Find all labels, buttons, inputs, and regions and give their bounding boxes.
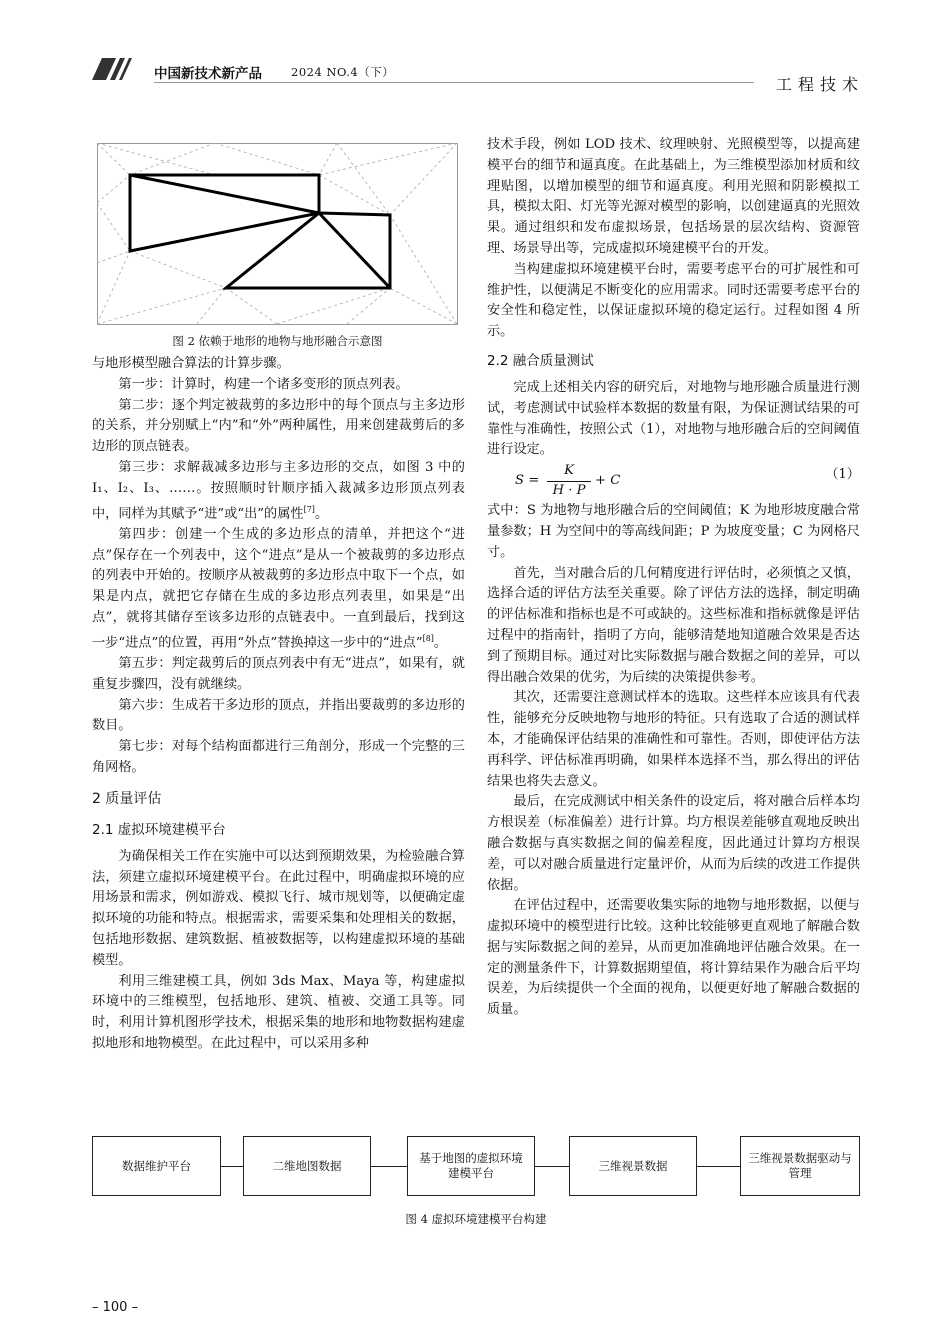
flow-box-2d-map-data: 二维地图数据 [243, 1136, 371, 1196]
paragraph: 式中：S 为地物与地形融合后的空间阈值；K 为地形坡度融合常量参数；H 为空间中的等高线间距；P 为坡度变量；C 为网格尺寸。 [487, 503, 860, 560]
paragraph: 首先，当对融合后的几何精度进行评估时，必须慎之又慎，选择合适的评估方法至关重要。除了评估方法的选择，制定明确的评估标准和指标也是不可或缺的。这些标准和指标就像是评估过程中的指南针，指明了方向，能够清楚地知道融合效果是否达到了预期目标。通过对比实际数据与融合数据之间的差异，可以得出融合效果的优劣，为后续的决策提供参考。 [487, 565, 860, 685]
equation-lhs: S = [515, 473, 540, 489]
flow-box-modeling-platform: 基于地图的虚拟环境建模平台 [407, 1136, 535, 1196]
paragraph: 技术手段，例如 LOD 技术、纹理映射、光照模型等，以提高建模平台的细节和逼真度。在此基础上，为三维模型添加材质和纹理贴图，以增加模型的细节和逼真度。利用光照和阴影模拟工具，模拟太阳、灯光等光源对模型的影响，以创建逼真的光照效果。通过组织和发布虚拟场景，包括场景的层次结构、资源管理、场景导出等，完成虚拟环境建模平台的开发。 [487, 137, 860, 256]
page-number: – 100 – [92, 1300, 139, 1315]
figure-4-caption: 图 4 虚拟环境建模平台构建 [405, 1212, 547, 1226]
paragraph: 利用三维建模工具，例如 3ds Max、Maya 等，构建虚拟环境中的三维模型，包括地形、建筑、植被、交通工具等。同时，利用计算机图形学技术，根据采集的地形和地物数据构建虚拟地形和地物模型。在此过程中，可以采用多种 [92, 973, 465, 1051]
equation-1 [487, 461, 860, 501]
header-rule [154, 82, 754, 83]
equation-number: （1） [825, 467, 860, 483]
paragraph: 当构建虚拟环境建模平台时，需要考虑平台的可扩展性和可维护性，以便满足不断变化的应用需求。同时还需要考虑平台的安全性和稳定性，以保证虚拟环境的稳定运行。过程如图 4 所示。 [487, 261, 860, 340]
flow-box-3d-scene-data: 三维视景数据 [569, 1136, 697, 1196]
equation-numerator: K [564, 463, 574, 479]
journal-name: 中国新技术新产品 [154, 66, 262, 82]
right-column [487, 135, 860, 1021]
step-2: 第二步：逐个判定被裁剪的多边形中的每个顶点与主多边形的关系，并分别赋上“内”和“外”两种属性，用来创建裁剪后的多边形的顶点链表。 [92, 397, 465, 455]
journal-logo [92, 58, 142, 80]
step-4: 第四步：创建一个生成的多边形点的清单，并把这个“进点”保存在一个列表中，这个“进点”是从一个被裁剪的多边形点的列表中开始的。按顺序从被裁剪的多边形点中取下一个点，如果是内点，就把它存储在生成的多边形点列表里，如果是“出点”，就将其储存至该多边形的点链表中。一直到最后，找到这一步“进点”的位置，再用“外点”替换掉这一步中的“进点”[8]。 [92, 526, 465, 651]
left-column [92, 354, 465, 1055]
heading-quality-evaluation: 2 质量评估 [92, 790, 162, 807]
reference-7: [7] [303, 504, 315, 514]
flow-box-3d-scene-management: 三维视景数据驱动与管理 [740, 1136, 860, 1196]
flow-box-data-maintenance: 数据维护平台 [92, 1136, 221, 1196]
paragraph: 完成上述相关内容的研究后，对地物与地形融合质量进行测试，考虑测试中试验样本数据的数量有限，为保证测试结果的可靠性与准确性，按照公式（1），对地物与地形融合后的空间阈值进行设定。 [487, 379, 860, 458]
section-title: 工程技术 [776, 75, 865, 94]
step-7: 第七步：对每个结构面都进行三角剖分，形成一个完整的三角网格。 [92, 739, 465, 775]
heading-2-1: 2.1 虚拟环境建模平台 [92, 821, 226, 838]
step-5: 第五步：判定裁剪后的顶点列表中有无“进点”，如果有，就重复步骤四，没有就继续。 [92, 655, 465, 692]
paragraph: 与地形模型融合算法的计算步骤。 [92, 356, 290, 371]
reference-8: [8] [422, 633, 434, 643]
equation-denominator: H · P [552, 483, 586, 499]
flow-connector [697, 1166, 740, 1167]
step-4-text: 第四步：创建一个生成的多边形点的清单，并把这个“进点”保存在一个列表中，这个“进点”是从一个被裁剪的多边形点的列表中开始的。按顺序从被裁剪的多边形点中取下一个点，如果是内点，就把它存储在生成的多边形点列表里，如果是“出点”，就将其储存至该多边形的点链表中。一直到最后，找到这一步“进点”的位置，再用“外点”替换掉这一步中的“进点” [92, 526, 465, 651]
step-3-text: 第三步：求解裁减多边形与主多边形的交点，如图 3 中的 I₁、I₂、I₃、……。按照顺时针顺序插入裁减多边形顶点列表中，同样为其赋予“进”或“出”的属性 [92, 459, 465, 521]
figure-2-diagram [97, 143, 458, 325]
step-3: 第三步：求解裁减多边形与主多边形的交点，如图 3 中的 I₁、I₂、I₃、……。按照顺时针顺序插入裁减多边形顶点列表中，同样为其赋予“进”或“出”的属性[7]。 [92, 459, 465, 521]
flow-connector [535, 1166, 569, 1167]
step-6: 第六步：生成若干多边形的顶点，并指出要裁剪的多边形的数目。 [92, 697, 465, 734]
figure-2-caption: 图 2 依赖于地形的地物与地形融合示意图 [172, 334, 383, 348]
paragraph: 为确保相关工作在实施中可以达到预期效果，为检验融合算法，须建立虚拟环境建模平台。在此过程中，明确虚拟环境的应用场景和需求，例如游戏、模拟飞行、城市规划等，以便确定虚拟环境的功能和特点。根据需求，需要采集和处理相关的数据，包括地形数据、建筑数据、植被数据等，以构建虚拟环境的基础模型。 [92, 848, 465, 968]
paragraph: 在评估过程中，还需要收集实际的地物与地形数据，以便与虚拟环境中的模型进行比较。这种比较能够更直观地了解融合数据与实际数据之间的差异，从而更加准确地评估融合效果。在一定的测量条件下，计算数据期望值，将计算结果作为融合后平均误差，为后续提供一个全面的视角，以便更好地了解融合数据的质量。 [487, 898, 860, 1018]
journal-issue: 2024 NO.4（下） [291, 65, 395, 79]
heading-2-2: 2.2 融合质量测试 [487, 352, 594, 369]
flow-connector [221, 1166, 243, 1167]
flow-connector [371, 1166, 407, 1167]
equation-tail: + C [595, 473, 621, 489]
step-1: 第一步：计算时，构建一个诸多变形的顶点列表。 [118, 376, 409, 392]
paragraph: 最后，在完成测试中相关条件的设定后，将对融合后样本均方根误差（标准偏差）进行计算。均方根误差能够直观地反映出融合数据与真实数据之间的偏差程度，因此通过计算均方根误差，可以对融合质量进行定量评价，从而为后续的改进工作提供依据。 [487, 794, 860, 893]
paragraph: 其次，还需要注意测试样本的选取。这些样本应该具有代表性，能够充分反映地物与地形的特征。只有选取了合适的测试样本，才能确保评估结果的准确性和可靠性。否则，即使评估方法再科学、评估标准再明确，如果样本选择不当，那么得出的评估结果也将失去意义。 [487, 690, 860, 789]
